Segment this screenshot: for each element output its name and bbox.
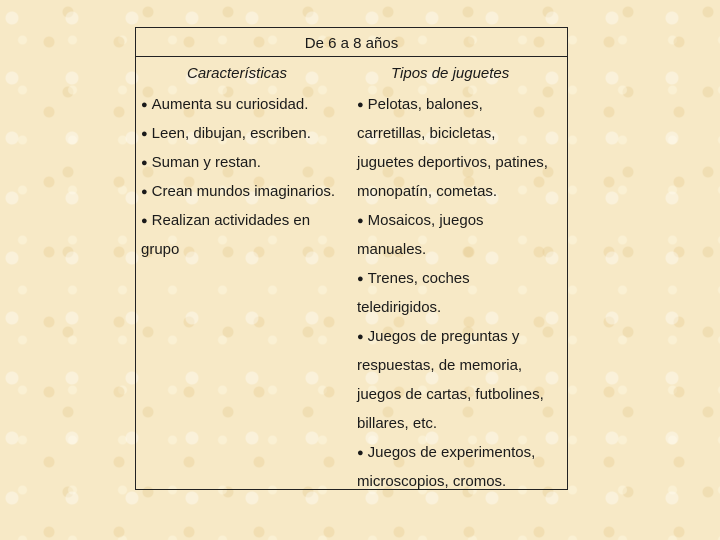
toy-type-line xyxy=(357,467,567,496)
toy-type-line xyxy=(357,235,567,264)
characteristic-text: Aumenta su curiosidad. xyxy=(151,96,309,113)
bullet-icon: ● xyxy=(357,331,364,343)
toy-type-text: billares, etc. xyxy=(357,415,438,432)
bullet-icon: ● xyxy=(141,186,148,198)
toy-type-text: juguetes deportivos, patines, xyxy=(357,154,548,171)
bullet-icon: ● xyxy=(357,99,364,111)
toy-type-line xyxy=(357,322,567,351)
toy-type-text: Juegos de preguntas y xyxy=(367,328,520,345)
toy-type-text: carretillas, bicicletas, xyxy=(357,125,496,142)
characteristic-line xyxy=(141,148,356,177)
characteristic-line xyxy=(141,206,356,235)
toy-type-text: Pelotas, balones, xyxy=(367,96,483,113)
bullet-icon: ● xyxy=(141,215,148,227)
header-row xyxy=(136,57,567,89)
toy-type-text: teledirigidos. xyxy=(357,299,442,316)
toys-table xyxy=(135,27,568,490)
toy-type-line xyxy=(357,438,567,467)
bullet-icon: ● xyxy=(141,157,148,169)
characteristic-text: Crean mundos imaginarios. xyxy=(151,183,336,200)
toy-types-column xyxy=(357,90,567,496)
toy-type-text: manuales. xyxy=(357,241,427,258)
bullet-icon: ● xyxy=(141,99,148,111)
characteristic-text: Suman y restan. xyxy=(151,154,261,171)
characteristic-line xyxy=(141,119,356,148)
characteristic-line xyxy=(141,177,356,206)
toy-type-text: Juegos de experimentos, xyxy=(367,444,536,461)
toy-type-line xyxy=(357,119,567,148)
toy-type-line xyxy=(357,409,567,438)
toy-type-text: respuestas, de memoria, xyxy=(357,357,523,374)
bullet-icon: ● xyxy=(357,215,364,227)
toy-type-line xyxy=(357,148,567,177)
bullet-icon: ● xyxy=(141,128,148,140)
characteristic-line xyxy=(141,90,356,119)
characteristic-line xyxy=(141,235,356,264)
bullet-icon: ● xyxy=(357,447,364,459)
toy-type-line xyxy=(357,90,567,119)
header-caracteristicas: Características xyxy=(187,65,288,82)
toy-type-line xyxy=(357,206,567,235)
header-tipos-de-juguetes: Tipos de juguetes xyxy=(391,65,510,82)
toy-type-text: monopatín, cometas. xyxy=(357,183,498,200)
toy-type-line xyxy=(357,380,567,409)
toy-type-text: Trenes, coches xyxy=(367,270,470,287)
characteristic-text: grupo xyxy=(141,241,180,258)
toy-type-line xyxy=(357,351,567,380)
characteristics-column xyxy=(141,90,356,264)
characteristic-text: Leen, dibujan, escriben. xyxy=(151,125,311,142)
toy-type-text: juegos de cartas, futbolines, xyxy=(357,386,544,403)
bullet-icon: ● xyxy=(357,273,364,285)
toy-type-text: Mosaicos, juegos xyxy=(367,212,484,229)
toy-type-line xyxy=(357,177,567,206)
toy-type-line xyxy=(357,293,567,322)
toy-type-line xyxy=(357,264,567,293)
table-title: De 6 a 8 años xyxy=(136,28,567,57)
characteristic-text: Realizan actividades en xyxy=(151,212,311,229)
toy-type-text: microscopios, cromos. xyxy=(357,473,507,490)
